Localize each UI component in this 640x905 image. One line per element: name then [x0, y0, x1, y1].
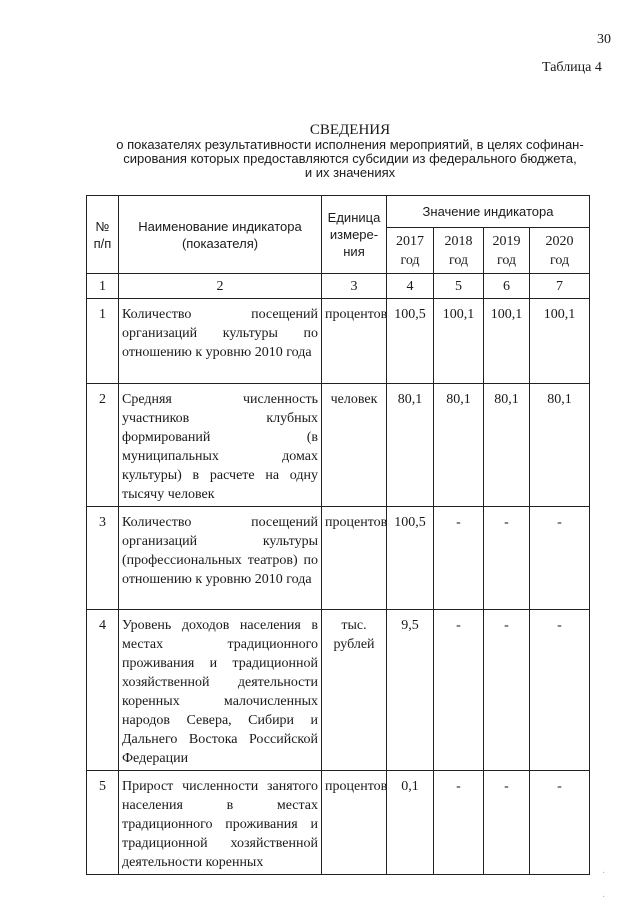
- column-number: 3: [322, 274, 387, 299]
- indicator-name: Уровень доходов населения в местах традиционного проживания и традиционной хозяйственной деятельности коренных малочисленных народов Севера, Сибири и Дальнего Востока Российской Федерации: [119, 610, 322, 771]
- header-values: Значение индикатора: [387, 196, 590, 228]
- value-2020: 80,1: [530, 384, 590, 507]
- value-2018: 80,1: [434, 384, 484, 507]
- indicator-unit: процентов: [322, 507, 387, 610]
- value-2019: 100,1: [484, 299, 530, 384]
- heading-line-2: о показателях результативности исполнения мероприятий, в целях софинан-: [116, 137, 584, 152]
- table-label: Таблица 4: [542, 60, 602, 75]
- indicator-name: Количество посещений организаций культуры по отношению к уровню 2010 года: [119, 299, 322, 384]
- table-row: [87, 771, 590, 875]
- header-name: Наименование индикатора (показателя): [119, 196, 322, 274]
- row-number: 4: [87, 610, 119, 771]
- indicator-unit: тыс. рублей: [322, 610, 387, 771]
- indicator-unit: процентов: [322, 299, 387, 384]
- column-number: 7: [530, 274, 590, 299]
- header-year: 2019 год: [484, 228, 530, 274]
- document-heading: [0, 122, 640, 180]
- value-2018: -: [434, 771, 484, 875]
- header-num: № п/п: [87, 196, 119, 274]
- value-2017: 0,1: [387, 771, 434, 875]
- scan-mark: ·: [602, 868, 606, 879]
- value-2017: 9,5: [387, 610, 434, 771]
- header-year: 2018 год: [434, 228, 484, 274]
- value-2020: -: [530, 507, 590, 610]
- row-number: 2: [87, 384, 119, 507]
- value-2019: -: [484, 507, 530, 610]
- page-number: 30: [597, 32, 611, 47]
- table-row: [87, 507, 590, 610]
- value-2020: -: [530, 771, 590, 875]
- value-2019: -: [484, 771, 530, 875]
- header-year: 2020 год: [530, 228, 590, 274]
- table-row: [87, 610, 590, 771]
- row-number: 1: [87, 299, 119, 384]
- indicator-unit: процентов: [322, 771, 387, 875]
- value-2018: -: [434, 610, 484, 771]
- value-2018: 100,1: [434, 299, 484, 384]
- column-numbers-row: [87, 274, 590, 299]
- table-row: [87, 299, 590, 384]
- heading-line-3: сирования которых предоставляются субсидии из федерального бюджета,: [123, 151, 577, 166]
- value-2019: 80,1: [484, 384, 530, 507]
- column-number: 4: [387, 274, 434, 299]
- value-2018: -: [434, 507, 484, 610]
- value-2017: 100,5: [387, 299, 434, 384]
- value-2017: 80,1: [387, 384, 434, 507]
- table-row: [87, 384, 590, 507]
- column-number: 2: [119, 274, 322, 299]
- value-2017: 100,5: [387, 507, 434, 610]
- row-number: 5: [87, 771, 119, 875]
- value-2020: 100,1: [530, 299, 590, 384]
- header-year: 2017 год: [387, 228, 434, 274]
- heading-title: СВЕДЕНИЯ: [309, 122, 391, 138]
- value-2020: -: [530, 610, 590, 771]
- column-number: 5: [434, 274, 484, 299]
- row-number: 3: [87, 507, 119, 610]
- indicator-name: Прирост численности занятого населения в местах традиционного проживания и традиционной хозяйственной деятельности коренных: [119, 771, 322, 875]
- indicators-table: [86, 195, 590, 875]
- header-unit: Единица измере-ния: [322, 196, 387, 274]
- heading-line-4: и их значениях: [304, 165, 396, 180]
- column-number: 1: [87, 274, 119, 299]
- indicator-name: Количество посещений организаций культуры (профессиональных театров) по отношению к уровню 2010 года: [119, 507, 322, 610]
- value-2019: -: [484, 610, 530, 771]
- scan-mark: ·: [602, 892, 606, 903]
- column-number: 6: [484, 274, 530, 299]
- indicator-name: Средняя численность участников клубных формирований (в муниципальных домах культуры) в расчете на одну тысячу человек: [119, 384, 322, 507]
- indicator-unit: человек: [322, 384, 387, 507]
